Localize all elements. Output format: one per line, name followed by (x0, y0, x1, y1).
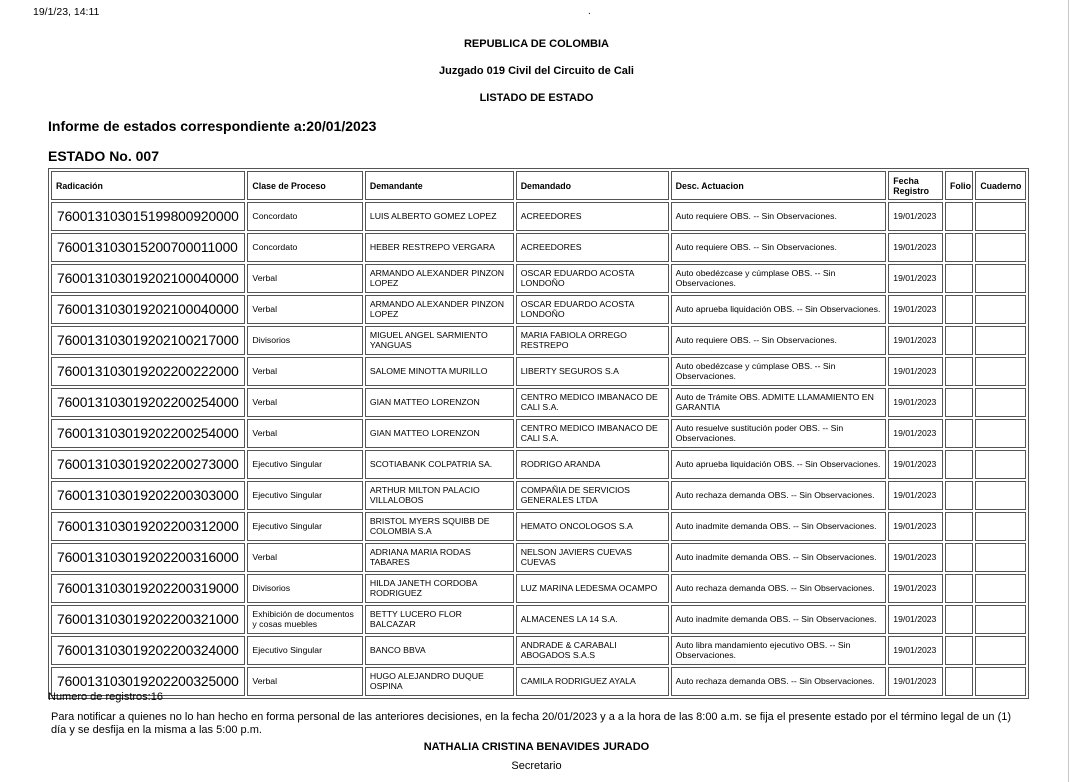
cell-folio (945, 543, 973, 572)
cell-cuaderno (975, 605, 1026, 634)
cell-demandado: ACREEDORES (516, 202, 669, 231)
cell-fecha-registro: 19/01/2023 (888, 264, 943, 293)
cell-desc-actuacion: Auto aprueba liquidación OBS. -- Sin Observaciones. (671, 450, 887, 479)
cell-cuaderno (975, 419, 1026, 448)
cell-demandado: LUZ MARINA LEDESMA OCAMPO (516, 574, 669, 603)
cell-radicacion: 760013103019202200303000 (51, 481, 245, 510)
cell-fecha-registro: 19/01/2023 (888, 512, 943, 541)
cell-folio (945, 357, 973, 386)
cell-fecha-registro: 19/01/2023 (888, 450, 943, 479)
print-timestamp: 19/1/23, 14:11 (33, 6, 100, 18)
cell-radicacion: 760013103019202200273000 (51, 450, 245, 479)
cell-cuaderno (975, 202, 1026, 231)
table-header-row (51, 171, 1026, 200)
cell-folio (945, 202, 973, 231)
cell-demandante: ARMANDO ALEXANDER PINZON LOPEZ (365, 295, 514, 324)
cell-demandante: SCOTIABANK COLPATRIA SA. (365, 450, 514, 479)
cell-demandante: ADRIANA MARIA RODAS TABARES (365, 543, 514, 572)
cell-fecha-registro: 19/01/2023 (888, 202, 943, 231)
table-row (51, 419, 1026, 448)
cell-folio (945, 667, 973, 696)
cell-demandado: CENTRO MEDICO IMBANACO DE CALI S.A. (516, 388, 669, 417)
cell-cuaderno (975, 233, 1026, 262)
country-heading: REPUBLICA DE COLOMBIA (463, 38, 610, 50)
cell-cuaderno (975, 543, 1026, 572)
page-dot: . (588, 6, 591, 17)
cell-cuaderno (975, 357, 1026, 386)
table-row (51, 543, 1026, 572)
cell-cuaderno (975, 450, 1026, 479)
cell-demandado: CAMILA RODRIGUEZ AYALA (516, 667, 669, 696)
table-row (51, 233, 1026, 262)
cell-radicacion: 760013103015200700011000 (51, 233, 245, 262)
table-row (51, 388, 1026, 417)
col-header-desc: Desc. Actuacion (671, 171, 887, 200)
cell-cuaderno (975, 264, 1026, 293)
cell-folio (945, 233, 973, 262)
cell-radicacion: 760013103019202100217000 (51, 326, 245, 355)
cell-clase: Divisorios (247, 326, 362, 355)
col-header-cuaderno: Cuaderno (975, 171, 1026, 200)
cell-fecha-registro: 19/01/2023 (888, 543, 943, 572)
cell-fecha-registro: 19/01/2023 (888, 295, 943, 324)
cell-clase: Verbal (247, 667, 362, 696)
cell-demandante: LUIS ALBERTO GOMEZ LOPEZ (365, 202, 514, 231)
cell-radicacion: 760013103019202100040000 (51, 264, 245, 293)
table-row (51, 326, 1026, 355)
cell-demandante: ARTHUR MILTON PALACIO VILLALOBOS (365, 481, 514, 510)
record-count: Numero de registros:16 (48, 691, 163, 703)
cell-fecha-registro: 19/01/2023 (888, 636, 943, 665)
estados-table (48, 168, 1029, 699)
cell-clase: Verbal (247, 295, 362, 324)
cell-fecha-registro: 19/01/2023 (888, 388, 943, 417)
table-row (51, 605, 1026, 634)
cell-clase: Concordato (247, 233, 362, 262)
cell-folio (945, 419, 973, 448)
cell-demandante: BANCO BBVA (365, 636, 514, 665)
cell-folio (945, 450, 973, 479)
cell-demandante: BETTY LUCERO FLOR BALCAZAR (365, 605, 514, 634)
table-row (51, 481, 1026, 510)
cell-demandado: MARIA FABIOLA ORREGO RESTREPO (516, 326, 669, 355)
cell-folio (945, 295, 973, 324)
cell-fecha-registro: 19/01/2023 (888, 605, 943, 634)
cell-clase: Verbal (247, 543, 362, 572)
notice-text: Para notificar a quienes no lo han hecho en forma personal de las anteriores decisiones, en la fecha 20/01/2023 y a a la hora de las 8:00 a.m. se fija el presente estado por el término legal de un (1) día y se desfija en la misma a las 5:00 p.m. (51, 711, 1012, 736)
cell-clase: Verbal (247, 264, 362, 293)
signer-role: Secretario (511, 760, 562, 772)
col-header-fecha: Fecha Registro (888, 171, 943, 200)
table-body (51, 202, 1026, 696)
cell-desc-actuacion: Auto aprueba liquidación OBS. -- Sin Observaciones. (671, 295, 887, 324)
cell-radicacion: 760013103019202200222000 (51, 357, 245, 386)
cell-clase: Ejecutivo Singular (247, 636, 362, 665)
cell-clase: Ejecutivo Singular (247, 450, 362, 479)
cell-radicacion: 760013103019202200324000 (51, 636, 245, 665)
cell-radicacion: 760013103019202200316000 (51, 543, 245, 572)
cell-folio (945, 636, 973, 665)
cell-desc-actuacion: Auto rechaza demanda OBS. -- Sin Observaciones. (671, 667, 887, 696)
cell-cuaderno (975, 512, 1026, 541)
cell-radicacion: 760013103019202200325000 (51, 667, 245, 696)
cell-radicacion: 760013103019202200254000 (51, 388, 245, 417)
signer-name: NATHALIA CRISTINA BENAVIDES JURADO (423, 741, 650, 753)
cell-desc-actuacion: Auto requiere OBS. -- Sin Observaciones. (671, 233, 887, 262)
cell-demandado: ACREEDORES (516, 233, 669, 262)
cell-radicacion: 760013103019202200321000 (51, 605, 245, 634)
estado-number: ESTADO No. 007 (48, 148, 159, 164)
cell-clase: Ejecutivo Singular (247, 512, 362, 541)
cell-demandado: RODRIGO ARANDA (516, 450, 669, 479)
page-edge (1068, 0, 1069, 782)
cell-cuaderno (975, 326, 1026, 355)
cell-demandante: GIAN MATTEO LORENZON (365, 388, 514, 417)
cell-desc-actuacion: Auto inadmite demanda OBS. -- Sin Observaciones. (671, 543, 887, 572)
col-header-clase: Clase de Proceso (247, 171, 362, 200)
cell-fecha-registro: 19/01/2023 (888, 233, 943, 262)
table-row (51, 512, 1026, 541)
cell-desc-actuacion: Auto libra mandamiento ejecutivo OBS. -- Sin Observaciones. (671, 636, 887, 665)
cell-clase: Divisorios (247, 574, 362, 603)
cell-cuaderno (975, 574, 1026, 603)
cell-demandante: BRISTOL MYERS SQUIBB DE COLOMBIA S.A (365, 512, 514, 541)
table-row (51, 264, 1026, 293)
cell-cuaderno (975, 636, 1026, 665)
cell-cuaderno (975, 388, 1026, 417)
cell-demandante: SALOME MINOTTA MURILLO (365, 357, 514, 386)
cell-desc-actuacion: Auto rechaza demanda OBS. -- Sin Observaciones. (671, 574, 887, 603)
cell-cuaderno (975, 481, 1026, 510)
table-row (51, 636, 1026, 665)
cell-demandante: GIAN MATTEO LORENZON (365, 419, 514, 448)
cell-radicacion: 760013103019202200319000 (51, 574, 245, 603)
col-header-folio: Folio (945, 171, 973, 200)
table-row (51, 295, 1026, 324)
cell-desc-actuacion: Auto requiere OBS. -- Sin Observaciones. (671, 202, 887, 231)
cell-demandado: CENTRO MEDICO IMBANACO DE CALI S.A. (516, 419, 669, 448)
cell-fecha-registro: 19/01/2023 (888, 481, 943, 510)
cell-desc-actuacion: Auto obedézcase y cúmplase OBS. -- Sin Observaciones. (671, 264, 887, 293)
cell-clase: Verbal (247, 419, 362, 448)
court-heading: Juzgado 019 Civil del Circuito de Cali (439, 65, 634, 77)
report-title: Informe de estados correspondiente a:20/01/2023 (48, 118, 377, 134)
cell-radicacion: 760013103019202100040000 (51, 295, 245, 324)
cell-demandante: HUGO ALEJANDRO DUQUE OSPINA (365, 667, 514, 696)
cell-desc-actuacion: Auto rechaza demanda OBS. -- Sin Observaciones. (671, 481, 887, 510)
cell-folio (945, 388, 973, 417)
table-row (51, 574, 1026, 603)
table-row (51, 450, 1026, 479)
cell-demandado: COMPAÑIA DE SERVICIOS GENERALES LTDA (516, 481, 669, 510)
cell-demandado: ANDRADE & CARABALI ABOGADOS S.A.S (516, 636, 669, 665)
cell-demandado: LIBERTY SEGUROS S.A (516, 357, 669, 386)
cell-fecha-registro: 19/01/2023 (888, 357, 943, 386)
cell-folio (945, 512, 973, 541)
cell-clase: Concordato (247, 202, 362, 231)
cell-fecha-registro: 19/01/2023 (888, 667, 943, 696)
cell-desc-actuacion: Auto de Trámite OBS. ADMITE LLAMAMIENTO EN GARANTIA (671, 388, 887, 417)
cell-fecha-registro: 19/01/2023 (888, 574, 943, 603)
listing-heading: LISTADO DE ESTADO (479, 92, 594, 104)
cell-clase: Ejecutivo Singular (247, 481, 362, 510)
cell-folio (945, 605, 973, 634)
cell-demandado: ALMACENES LA 14 S.A. (516, 605, 669, 634)
cell-desc-actuacion: Auto obedézcase y cúmplase OBS. -- Sin Observaciones. (671, 357, 887, 386)
col-header-demandado: Demandado (516, 171, 669, 200)
col-header-demandante: Demandante (365, 171, 514, 200)
cell-radicacion: 760013103019202200254000 (51, 419, 245, 448)
cell-cuaderno (975, 295, 1026, 324)
cell-demandante: HEBER RESTREPO VERGARA (365, 233, 514, 262)
cell-cuaderno (975, 667, 1026, 696)
cell-clase: Verbal (247, 357, 362, 386)
cell-clase: Verbal (247, 388, 362, 417)
cell-fecha-registro: 19/01/2023 (888, 326, 943, 355)
cell-demandado: OSCAR EDUARDO ACOSTA LONDOÑO (516, 295, 669, 324)
cell-radicacion: 760013103015199800920000 (51, 202, 245, 231)
cell-desc-actuacion: Auto inadmite demanda OBS. -- Sin Observaciones. (671, 512, 887, 541)
cell-demandante: HILDA JANETH CORDOBA RODRIGUEZ (365, 574, 514, 603)
cell-folio (945, 326, 973, 355)
table-row (51, 357, 1026, 386)
cell-clase: Exhibición de documentos y cosas muebles (247, 605, 362, 634)
col-header-radicacion: Radicación (51, 171, 245, 200)
cell-demandado: OSCAR EDUARDO ACOSTA LONDOÑO (516, 264, 669, 293)
cell-desc-actuacion: Auto requiere OBS. -- Sin Observaciones. (671, 326, 887, 355)
cell-demandante: ARMANDO ALEXANDER PINZON LOPEZ (365, 264, 514, 293)
cell-radicacion: 760013103019202200312000 (51, 512, 245, 541)
cell-demandado: NELSON JAVIERS CUEVAS CUEVAS (516, 543, 669, 572)
table-row (51, 667, 1026, 696)
cell-folio (945, 574, 973, 603)
cell-demandante: MIGUEL ANGEL SARMIENTO YANGUAS (365, 326, 514, 355)
cell-desc-actuacion: Auto resuelve sustitución poder OBS. -- Sin Observaciones. (671, 419, 887, 448)
cell-demandado: HEMATO ONCOLOGOS S.A (516, 512, 669, 541)
table-row (51, 202, 1026, 231)
cell-fecha-registro: 19/01/2023 (888, 419, 943, 448)
cell-folio (945, 264, 973, 293)
cell-folio (945, 481, 973, 510)
cell-desc-actuacion: Auto inadmite demanda OBS. -- Sin Observaciones. (671, 605, 887, 634)
